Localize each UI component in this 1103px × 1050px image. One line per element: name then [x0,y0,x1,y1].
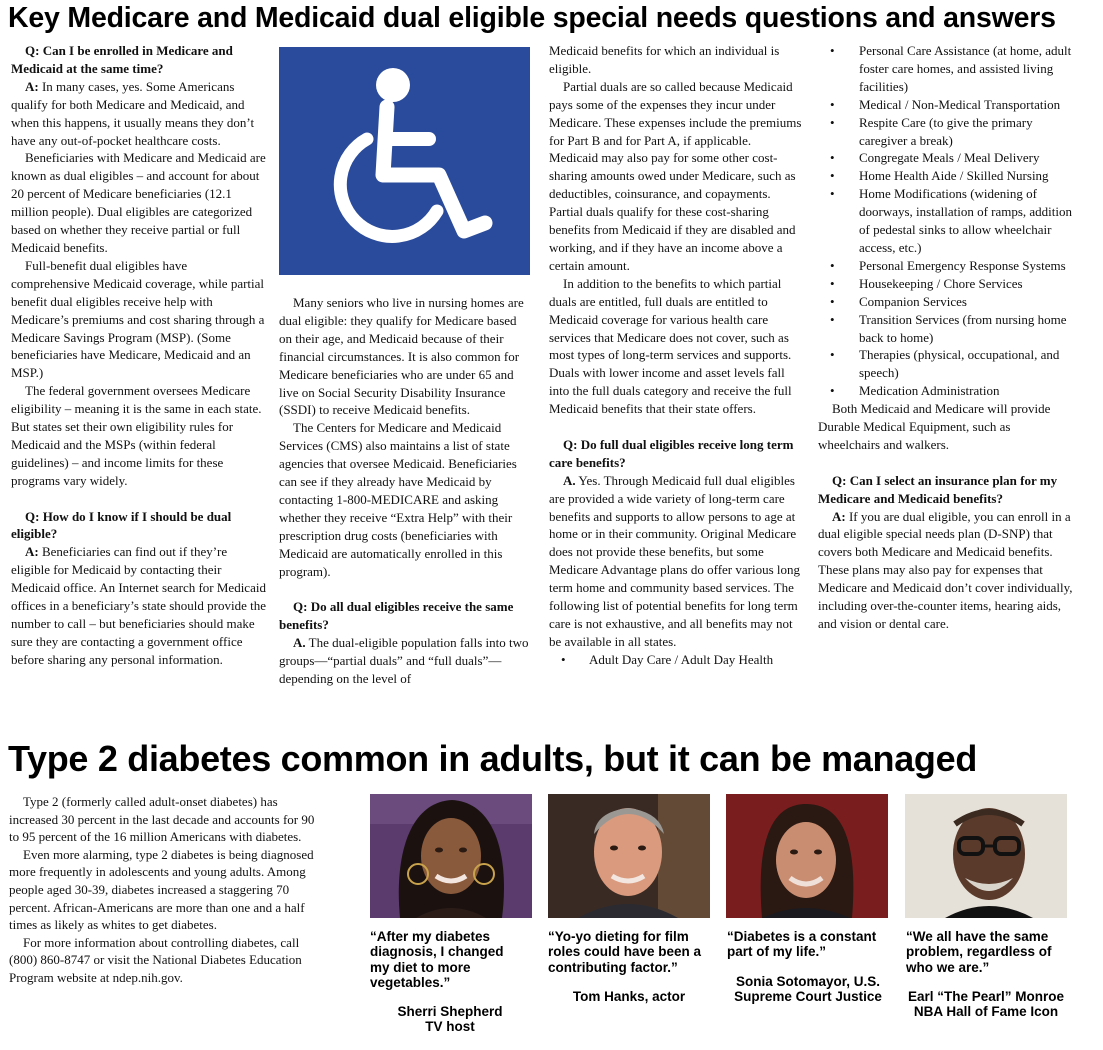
article1-column-2 [279,294,531,688]
list-item: • Companion Services [818,293,1073,311]
list-item: • Adult Day Care / Adult Day Health [549,651,802,669]
quote-3: “Diabetes is a constant part of my life.” [727,929,877,960]
article1-column-4 [818,42,1073,633]
list-item: • Home Modifications (widening of doorways, installation of ramps, addition of pedestal sinks to allow wheelchair access, etc.) [818,185,1073,257]
answer-3: A. The dual-eligible population falls into two groups—“partial duals” and “full duals”—depending on the level of [279,635,529,687]
list-item: • Housekeeping / Chore Services [818,275,1073,293]
credit-name: Earl “The Pearl” Monroe [907,989,1065,1004]
paragraph: Full-benefit dual eligibles have comprehensive Medicaid coverage, while partial benefit dual eligibles receive help with Medicare’s premiums and cost sharing through a Medicare Savings Program (MSP). (Some beneficiaries have Medicare, Medicaid and an MSP.) [11,257,265,381]
credit-name: Sonia Sotomayor, U.S. [735,974,881,989]
article1-column-3 [549,42,802,669]
quote-1-credit [370,1004,530,1035]
list-item: • Home Health Aide / Skilled Nursing [818,167,1073,185]
paragraph: Even more alarming, type 2 diabetes is being diagnosed more frequently in adolescents and young adults. Among people aged 30-39, diabetes increased a staggering 70 percent. African-Americans are more than one and a half times as likely as whites to get diabetes. [9,846,314,933]
portrait-photo-1 [370,794,532,918]
quote-4-credit [900,989,1072,1020]
paragraph: The federal government oversees Medicare eligibility – meaning it is the same in each state. But states set their own eligibility rules for Medicaid and the MSPs (within federal guidelines) – and income limits for these programs vary widely. [11,383,262,488]
list-item: • Respite Care (to give the primary caregiver a break) [818,114,1073,150]
credit-name: Tom Hanks, actor [572,989,686,1004]
question-5: Q: Can I select an insurance plan for my Medicare and Medicaid benefits? [818,472,1058,506]
paragraph: For more information about controlling diabetes, call (800) 860-8747 or visit the National Diabetes Education Program website at ndep.nih.gov. [9,934,302,985]
article2-body [9,793,321,987]
paragraph: The Centers for Medicare and Medicaid Services (CMS) also maintains a list of state agencies that oversee Medicaid. Beneficiaries can see if they already have Medicaid by contacting 1-800-MEDICARE and asking whether they receive “Extra Help” with their prescription drug costs (beneficiaries with Medicaid are automatically enrolled in this program). [279,420,517,579]
answer-5: A: If you are dual eligible, you can enroll in a dual eligible special needs plan (D-SNP) that covers both Medicare and Medicaid benefits. These plans may also pay for expenses that Medicare and Medicaid don’t cover individually, including over-the-counter items, hearing aids, and vision or dental care. [818,508,1073,631]
list-item: • Transition Services (from nursing home back to home) [818,311,1073,347]
paragraph: Many seniors who live in nursing homes are dual eligible: they qualify for Medicare based on their age, and Medicaid because of their financial circumstances. It is also common for Medicare beneficiaries who are under 65 and live on Social Security Disability Insurance (SSDI) to receive Medicaid benefits. [279,295,524,418]
paragraph: In addition to the benefits to which partial duals are entitled, full duals are entitled to Medicaid coverage for various health care services that Medicare does not cover, such as most types of long-term services and supports. Duals with lower income and asset levels fall into the full duals category and receive the full Medicaid benefits that their state offers. [549,275,792,417]
question-4: Q: Do full dual eligibles receive long term care benefits? [549,436,794,470]
quote-2: “Yo-yo dieting for film roles could have been a contributing factor.” [548,929,702,975]
credit-name: Sherri Shepherd [397,1004,503,1019]
quote-2-credit [548,989,710,1004]
benefits-list [818,42,1073,400]
paragraph: Partial duals are so called because Medicaid pays some of the expenses they incur under Medicare. These expenses include the premiums for Part B and for Part A, if applicable. Medicaid may also pay for some other cost-sharing amounts owed under Medicare, such as deductibles, coinsurance, and copayments. Partial duals qualify for these cost-sharing benefits from Medicaid if they are disabled and working, and if they have an income above a certain amount. [549,78,802,273]
credit-role: TV host [425,1019,475,1035]
quote-3-credit [726,974,890,1005]
portrait-photo-3 [726,794,888,918]
list-item: • Medical / Non-Medical Transportation [818,96,1073,114]
credit-role: NBA Hall of Fame Icon [913,1004,1059,1020]
list-item: • Personal Care Assistance (at home, adult foster care homes, and assisted living facilities) [818,42,1073,96]
list-item: • Therapies (physical, occupational, and speech) [818,346,1073,382]
article1-column-1 [11,42,266,669]
list-item: • Personal Emergency Response Systems [818,257,1073,275]
article-headline-diabetes: Type 2 diabetes common in adults, but it can be managed [8,738,978,779]
paragraph: Medicaid benefits for which an individual is eligible. [549,43,780,76]
quote-4: “We all have the same problem, regardless of who we are.” [906,929,1052,975]
portrait-photo-4 [905,794,1067,918]
portrait-photo-2 [548,794,710,918]
quote-1: “After my diabetes diagnosis, I changed my diet to more vegetables.” [370,929,504,990]
answer-4: A. Yes. Through Medicaid full dual eligibles are provided a wide variety of long-term care benefits and supports to allow persons to age at home or in their community. Original Medicare does not provide these benefits, but some Medicare Advantage plans do offer various long term home and community based services. The following list of potential benefits for long term care is not exhaustive, and all benefits may not be available in all states. [549,472,801,649]
answer-2: A: Beneficiaries can find out if they’re eligible for Medicaid by contacting their Medicaid office. An Internet search for Medicaid offices in a beneficiary’s state should provide the number to call – but beneficiaries should make sure they are contacting a government office before sharing any personal information. [11,544,266,667]
question-3: Q: Do all dual eligibles receive the same benefits? [279,599,514,633]
wheelchair-accessibility-icon [279,47,530,275]
question-2: Q: How do I know if I should be dual eligible? [11,508,232,542]
article-headline-medicare: Key Medicare and Medicaid dual eligible special needs questions and answers [8,2,1056,34]
credit-role: Supreme Court Justice [734,989,882,1005]
paragraph: Beneficiaries with Medicare and Medicaid are known as dual eligibles – and account for about 20 percent of Medicare beneficiaries (12.1 million people). Dual eligibles are categorized based on whether they receive partial or full Medicaid benefits. [11,150,266,255]
answer-1: A: In many cases, yes. Some Americans qualify for both Medicare and Medicaid, and when this happens, it usually means they don’t have any out-of-pocket healthcare costs. [11,78,255,148]
list-item: • Congregate Meals / Meal Delivery [818,149,1073,167]
list-item: • Medication Administration [818,382,1073,400]
question-1: Q: Can I be enrolled in Medicare and Medicaid at the same time? [11,43,233,76]
benefits-list-start [549,651,802,669]
paragraph: Both Medicaid and Medicare will provide Durable Medical Equipment, such as wheelchairs and walkers. [818,401,1051,452]
paragraph: Type 2 (formerly called adult-onset diabetes) has increased 30 percent in the last decade and accounts for 90 to 95 percent of the 16 million Americans with diabetes. [9,794,315,845]
